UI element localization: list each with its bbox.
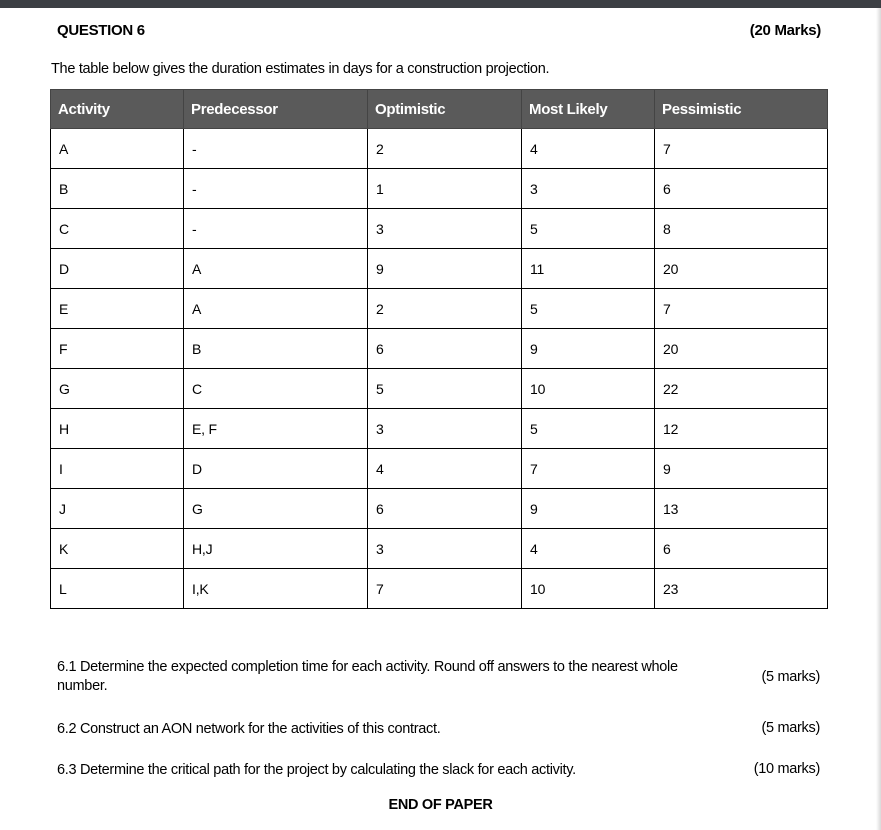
cell-pessimistic: 13 xyxy=(655,489,828,529)
cell-activity: G xyxy=(51,369,184,409)
table-row xyxy=(51,409,828,449)
header-most-likely: Most Likely xyxy=(522,90,655,129)
task-6-2 xyxy=(57,720,717,739)
task-6-1-text: 6.1 Determine the expected completion time for each activity. Round off answers to the nearest whole number. xyxy=(57,659,678,694)
cell-pessimistic: 23 xyxy=(655,569,828,609)
cell-most-likely: 5 xyxy=(522,209,655,249)
table-row xyxy=(51,169,828,209)
question-title: QUESTION 6 xyxy=(57,22,145,39)
task-6-1-marks: (5 marks) xyxy=(761,669,820,685)
task-6-2-marks: (5 marks) xyxy=(761,720,820,736)
cell-optimistic: 3 xyxy=(368,409,522,449)
task-6-3-text: 6.3 Determine the critical path for the project by calculating the slack for each activity. xyxy=(57,762,576,778)
cell-most-likely: 5 xyxy=(522,409,655,449)
table-row xyxy=(51,209,828,249)
cell-most-likely: 4 xyxy=(522,129,655,169)
cell-activity: L xyxy=(51,569,184,609)
cell-pessimistic: 12 xyxy=(655,409,828,449)
cell-most-likely: 10 xyxy=(522,569,655,609)
header-activity: Activity xyxy=(51,90,184,129)
question-marks: (20 Marks) xyxy=(749,22,821,39)
cell-predecessor: D xyxy=(184,449,368,489)
cell-optimistic: 5 xyxy=(368,369,522,409)
cell-optimistic: 2 xyxy=(368,129,522,169)
cell-predecessor: B xyxy=(184,329,368,369)
table-row xyxy=(51,569,828,609)
cell-activity: E xyxy=(51,289,184,329)
header-optimistic: Optimistic xyxy=(368,90,522,129)
task-6-1 xyxy=(57,658,717,696)
cell-activity: K xyxy=(51,529,184,569)
cell-activity: A xyxy=(51,129,184,169)
cell-predecessor: A xyxy=(184,249,368,289)
cell-optimistic: 3 xyxy=(368,209,522,249)
cell-activity: F xyxy=(51,329,184,369)
header-predecessor: Predecessor xyxy=(184,90,368,129)
cell-predecessor: G xyxy=(184,489,368,529)
table-row xyxy=(51,449,828,489)
cell-most-likely: 4 xyxy=(522,529,655,569)
cell-most-likely: 10 xyxy=(522,369,655,409)
task-6-3 xyxy=(57,761,717,780)
cell-activity: J xyxy=(51,489,184,529)
cell-optimistic: 4 xyxy=(368,449,522,489)
cell-pessimistic: 9 xyxy=(655,449,828,489)
cell-predecessor: - xyxy=(184,209,368,249)
table-row xyxy=(51,369,828,409)
end-of-paper: END OF PAPER xyxy=(388,797,493,813)
cell-pessimistic: 22 xyxy=(655,369,828,409)
cell-predecessor: H,J xyxy=(184,529,368,569)
table-row xyxy=(51,129,828,169)
table-row xyxy=(51,529,828,569)
cell-most-likely: 9 xyxy=(522,329,655,369)
cell-pessimistic: 7 xyxy=(655,289,828,329)
cell-pessimistic: 7 xyxy=(655,129,828,169)
cell-optimistic: 9 xyxy=(368,249,522,289)
cell-optimistic: 6 xyxy=(368,329,522,369)
cell-predecessor: E, F xyxy=(184,409,368,449)
cell-predecessor: I,K xyxy=(184,569,368,609)
cell-predecessor: C xyxy=(184,369,368,409)
table-header-row xyxy=(51,90,828,129)
task-6-3-marks: (10 marks) xyxy=(753,761,820,777)
cell-pessimistic: 20 xyxy=(655,329,828,369)
cell-predecessor: A xyxy=(184,289,368,329)
cell-most-likely: 9 xyxy=(522,489,655,529)
cell-optimistic: 2 xyxy=(368,289,522,329)
table-row xyxy=(51,289,828,329)
cell-pessimistic: 6 xyxy=(655,529,828,569)
cell-activity: D xyxy=(51,249,184,289)
viewer-top-bar xyxy=(0,0,881,8)
table-row xyxy=(51,249,828,289)
table-row xyxy=(51,329,828,369)
duration-estimates-table xyxy=(50,89,828,609)
cell-most-likely: 5 xyxy=(522,289,655,329)
cell-optimistic: 7 xyxy=(368,569,522,609)
cell-pessimistic: 6 xyxy=(655,169,828,209)
cell-activity: I xyxy=(51,449,184,489)
cell-activity: C xyxy=(51,209,184,249)
cell-optimistic: 3 xyxy=(368,529,522,569)
cell-activity: H xyxy=(51,409,184,449)
cell-pessimistic: 20 xyxy=(655,249,828,289)
cell-pessimistic: 8 xyxy=(655,209,828,249)
question-intro: The table below gives the duration estimates in days for a construction projection. xyxy=(51,61,550,77)
cell-most-likely: 7 xyxy=(522,449,655,489)
table-row xyxy=(51,489,828,529)
cell-most-likely: 11 xyxy=(522,249,655,289)
cell-activity: B xyxy=(51,169,184,209)
task-6-2-text: 6.2 Construct an AON network for the activities of this contract. xyxy=(57,721,441,737)
cell-optimistic: 1 xyxy=(368,169,522,209)
cell-predecessor: - xyxy=(184,129,368,169)
header-pessimistic: Pessimistic xyxy=(655,90,828,129)
page-edge-shadow xyxy=(876,8,881,830)
cell-optimistic: 6 xyxy=(368,489,522,529)
cell-predecessor: - xyxy=(184,169,368,209)
cell-most-likely: 3 xyxy=(522,169,655,209)
